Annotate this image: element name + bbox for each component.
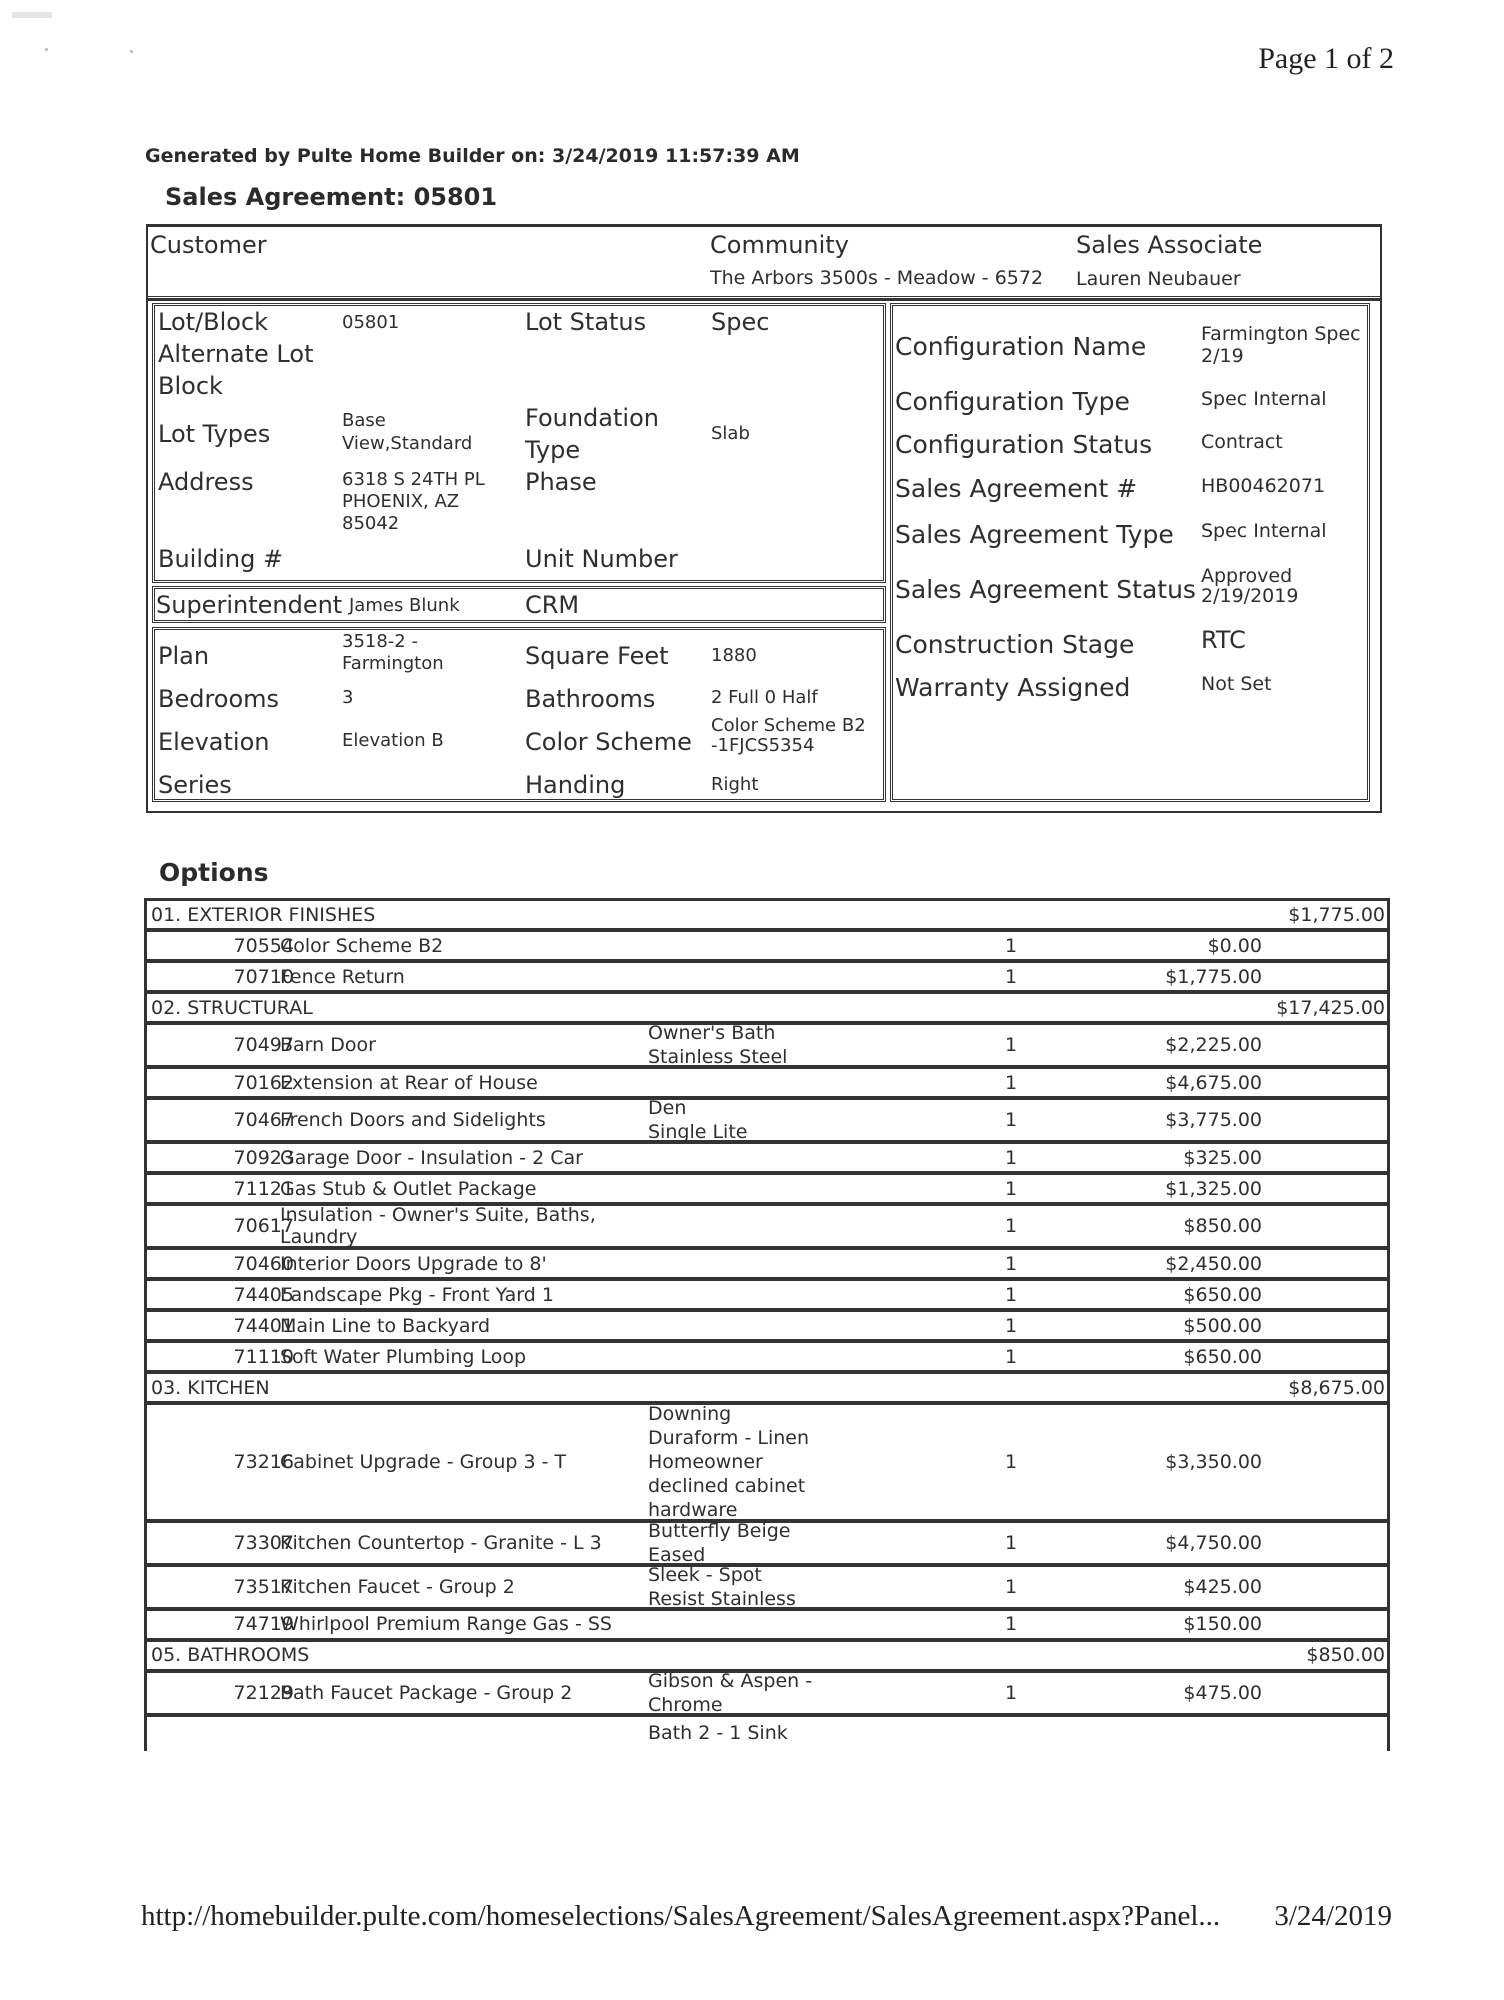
alternate-lot-block-label: Alternate Lot bbox=[158, 340, 314, 368]
option-price: $650.00 bbox=[1183, 1283, 1262, 1306]
address-line-1: 6318 S 24TH PL bbox=[342, 469, 485, 490]
square-feet-label: Square Feet bbox=[525, 642, 669, 670]
option-specification bbox=[648, 1519, 838, 1567]
option-description bbox=[280, 1451, 640, 1473]
option-price: $650.00 bbox=[1183, 1345, 1262, 1368]
option-code: 74405 bbox=[233, 1283, 294, 1306]
agreement-header-box bbox=[146, 224, 1382, 301]
foundation-type-label-cont: Type bbox=[525, 436, 581, 464]
option-specification bbox=[648, 1669, 838, 1717]
option-description-line: Garage Door - Insulation - 2 Car bbox=[280, 1146, 583, 1169]
alternate-lot-block-label-cont: Block bbox=[158, 372, 223, 400]
option-description bbox=[280, 1315, 640, 1337]
option-row bbox=[147, 1022, 1387, 1069]
category-total: $8,675.00 bbox=[1288, 1376, 1385, 1399]
unit-number-label: Unit Number bbox=[525, 545, 678, 573]
option-row bbox=[147, 963, 1387, 994]
option-description-line: Bath Faucet Package - Group 2 bbox=[280, 1681, 573, 1704]
option-quantity: 1 bbox=[1005, 1071, 1018, 1094]
option-description bbox=[280, 1613, 640, 1635]
option-code: 70554 bbox=[233, 934, 294, 957]
option-description-line: Whirlpool Premium Range Gas - SS bbox=[280, 1613, 612, 1635]
option-description-line: Fence Return bbox=[280, 965, 405, 988]
address-label: Address bbox=[158, 468, 254, 496]
option-quantity: 1 bbox=[1005, 1109, 1018, 1131]
option-specification-line: Den bbox=[648, 1097, 687, 1119]
color-scheme-label: Color Scheme bbox=[525, 728, 692, 756]
option-row bbox=[147, 1343, 1387, 1374]
color-scheme-value-cont: -1FJCS5354 bbox=[711, 735, 815, 756]
option-specification-line: Bath 2 - 1 Sink bbox=[648, 1721, 788, 1744]
option-quantity: 1 bbox=[1005, 1613, 1018, 1635]
option-row bbox=[147, 1206, 1387, 1250]
sales-agreement-number-value: HB00462071 bbox=[1201, 475, 1326, 497]
option-quantity: 1 bbox=[1005, 1283, 1018, 1306]
warranty-assigned-value: Not Set bbox=[1201, 673, 1272, 695]
option-price: $500.00 bbox=[1183, 1314, 1262, 1337]
crm-label: CRM bbox=[525, 591, 580, 619]
sales-agreement-type-value: Spec Internal bbox=[1201, 520, 1327, 542]
foundation-type-value: Slab bbox=[711, 423, 750, 444]
address-line-2: PHOENIX, AZ bbox=[342, 491, 460, 512]
elevation-value: Elevation B bbox=[342, 730, 444, 751]
construction-stage-value: RTC bbox=[1201, 626, 1246, 654]
option-specification-line: Resist Stainless bbox=[648, 1587, 796, 1610]
option-row bbox=[147, 1312, 1387, 1343]
option-quantity: 1 bbox=[1005, 934, 1018, 957]
option-quantity: 1 bbox=[1005, 1345, 1018, 1368]
agreement-details-box bbox=[146, 296, 1382, 813]
option-description bbox=[280, 1682, 640, 1704]
option-description-line: Insulation - Owner's Suite, Baths, bbox=[280, 1204, 596, 1226]
configuration-name-value-cont: 2/19 bbox=[1201, 345, 1244, 367]
sales-associate-label: Sales Associate bbox=[1076, 231, 1263, 259]
option-specification bbox=[648, 1096, 838, 1144]
lot-block-label: Lot/Block bbox=[158, 308, 269, 336]
option-price: $3,350.00 bbox=[1165, 1450, 1262, 1473]
scan-artifact bbox=[130, 50, 133, 53]
option-description bbox=[280, 1253, 640, 1275]
lot-types-value-cont: View,Standard bbox=[342, 433, 473, 454]
option-price: $4,675.00 bbox=[1165, 1071, 1262, 1094]
option-description-line: Kitchen Faucet - Group 2 bbox=[280, 1575, 515, 1598]
handing-value: Right bbox=[711, 774, 759, 795]
option-quantity: 1 bbox=[1005, 1034, 1018, 1056]
color-scheme-value: Color Scheme B2 bbox=[711, 715, 866, 736]
plan-label: Plan bbox=[158, 642, 210, 670]
option-row bbox=[147, 1281, 1387, 1312]
option-specification-line: Eased bbox=[648, 1543, 706, 1566]
option-price: $2,450.00 bbox=[1165, 1252, 1262, 1275]
option-row bbox=[147, 932, 1387, 963]
option-code: 70460 bbox=[233, 1252, 294, 1275]
option-description bbox=[280, 1147, 640, 1169]
bathrooms-label: Bathrooms bbox=[525, 685, 656, 713]
option-code: 70497 bbox=[233, 1034, 294, 1056]
phase-label: Phase bbox=[525, 468, 597, 496]
option-description bbox=[280, 1204, 640, 1248]
option-description bbox=[280, 1284, 640, 1306]
category-total: $1,775.00 bbox=[1288, 903, 1385, 926]
lot-types-value: Base bbox=[342, 410, 386, 431]
option-description bbox=[280, 1532, 640, 1554]
option-row bbox=[147, 1097, 1387, 1144]
community-value: The Arbors 3500s - Meadow - 6572 bbox=[710, 267, 1044, 289]
elevation-label: Elevation bbox=[158, 728, 270, 756]
page-title: Sales Agreement: 05801 bbox=[165, 183, 498, 211]
option-specification-line: Owner's Bath bbox=[648, 1022, 776, 1044]
lot-block-value: 05801 bbox=[342, 312, 400, 333]
lot-panel bbox=[152, 303, 886, 583]
option-specification-line: Chrome bbox=[648, 1693, 723, 1716]
option-code: 73216 bbox=[233, 1450, 294, 1473]
category-name: 05. BATHROOMS bbox=[151, 1644, 310, 1666]
option-price: $3,775.00 bbox=[1165, 1109, 1262, 1131]
option-code: 71121 bbox=[233, 1177, 294, 1200]
footer-date: 3/24/2019 bbox=[1274, 1900, 1392, 1932]
option-description-line: Kitchen Countertop - Granite - L 3 bbox=[280, 1531, 602, 1554]
option-description-line: Color Scheme B2 bbox=[280, 934, 444, 957]
footer-url: http://homebuilder.pulte.com/homeselections/SalesAgreement/SalesAgreement.aspx?Panel... bbox=[141, 1900, 1221, 1932]
address-line-3: 85042 bbox=[342, 513, 400, 534]
option-price: $150.00 bbox=[1183, 1613, 1262, 1635]
option-price: $325.00 bbox=[1183, 1146, 1262, 1169]
option-quantity: 1 bbox=[1005, 1146, 1018, 1169]
option-code: 70617 bbox=[233, 1215, 294, 1237]
option-price: $4,750.00 bbox=[1165, 1531, 1262, 1554]
option-description bbox=[280, 935, 640, 957]
option-description bbox=[280, 966, 640, 988]
option-quantity: 1 bbox=[1005, 1681, 1018, 1704]
option-code: 73517 bbox=[233, 1575, 294, 1598]
sales-agreement-status-date: 2/19/2019 bbox=[1201, 585, 1299, 607]
option-quantity: 1 bbox=[1005, 1314, 1018, 1337]
option-price: $0.00 bbox=[1207, 934, 1262, 957]
option-row bbox=[147, 1402, 1387, 1523]
option-description-line: Soft Water Plumbing Loop bbox=[280, 1345, 527, 1368]
option-specification-line: Downing bbox=[648, 1402, 732, 1425]
category-name: 03. KITCHEN bbox=[151, 1376, 270, 1399]
lot-status-label: Lot Status bbox=[525, 308, 647, 336]
option-code: 72129 bbox=[233, 1681, 294, 1704]
option-specification bbox=[648, 1021, 838, 1069]
option-code: 74719 bbox=[233, 1613, 294, 1635]
option-row bbox=[147, 1717, 1387, 1751]
options-table bbox=[144, 898, 1390, 1751]
option-quantity: 1 bbox=[1005, 1215, 1018, 1237]
category-total: $850.00 bbox=[1306, 1644, 1385, 1666]
option-code: 70467 bbox=[233, 1109, 294, 1131]
option-specification-line: declined cabinet bbox=[648, 1474, 806, 1497]
option-code: 73307 bbox=[233, 1531, 294, 1554]
plan-value-cont: Farmington bbox=[342, 653, 444, 674]
option-row bbox=[147, 1669, 1387, 1717]
option-quantity: 1 bbox=[1005, 1575, 1018, 1598]
generated-timestamp: Generated by Pulte Home Builder on: 3/24/2019 11:57:39 AM bbox=[145, 145, 800, 167]
bathrooms-value: 2 Full 0 Half bbox=[711, 687, 818, 708]
option-row bbox=[147, 1175, 1387, 1206]
sales-agreement-status-value: Approved bbox=[1201, 565, 1293, 587]
option-quantity: 1 bbox=[1005, 1252, 1018, 1275]
bedrooms-label: Bedrooms bbox=[158, 685, 280, 713]
building-number-label: Building # bbox=[158, 545, 284, 573]
superintendent-label: Superintendent bbox=[156, 591, 343, 619]
configuration-type-value: Spec Internal bbox=[1201, 388, 1327, 410]
option-description-line: Main Line to Backyard bbox=[280, 1314, 491, 1337]
options-heading: Options bbox=[159, 858, 269, 887]
option-row bbox=[147, 1144, 1387, 1175]
series-label: Series bbox=[158, 771, 232, 799]
option-description bbox=[280, 1178, 640, 1200]
configuration-panel bbox=[890, 303, 1370, 802]
page-indicator: Page 1 of 2 bbox=[1258, 42, 1394, 75]
option-price: $2,225.00 bbox=[1165, 1034, 1262, 1056]
option-description-line: Extension at Rear of House bbox=[280, 1071, 538, 1094]
option-specification-line: Sleek - Spot bbox=[648, 1563, 762, 1586]
option-quantity: 1 bbox=[1005, 1531, 1018, 1554]
option-description bbox=[280, 1346, 640, 1368]
construction-stage-label: Construction Stage bbox=[895, 630, 1135, 659]
option-price: $1,775.00 bbox=[1165, 965, 1262, 988]
category-name: 01. EXTERIOR FINISHES bbox=[151, 903, 376, 926]
sales-agreement-status-label: Sales Agreement Status bbox=[895, 575, 1196, 604]
bedrooms-value: 3 bbox=[342, 687, 354, 708]
category-name: 02. STRUCTURAL bbox=[151, 996, 313, 1019]
lot-types-label: Lot Types bbox=[158, 420, 271, 448]
option-row bbox=[147, 1611, 1387, 1642]
category-row bbox=[147, 1374, 1387, 1405]
staff-panel bbox=[152, 586, 886, 623]
lot-status-value: Spec bbox=[711, 308, 770, 336]
scan-artifact bbox=[12, 12, 52, 18]
configuration-name-value: Farmington Spec bbox=[1201, 323, 1361, 345]
option-description bbox=[280, 1576, 640, 1598]
handing-label: Handing bbox=[525, 771, 626, 799]
option-specification-line: Homeowner bbox=[648, 1450, 763, 1473]
option-description-line: Cabinet Upgrade - Group 3 - T bbox=[280, 1450, 567, 1473]
option-specification-line: Butterfly Beige bbox=[648, 1519, 791, 1542]
option-price: $425.00 bbox=[1183, 1575, 1262, 1598]
option-description-line: French Doors and Sidelights bbox=[280, 1109, 546, 1131]
option-description bbox=[280, 1072, 640, 1094]
scan-artifact bbox=[45, 48, 48, 51]
option-code: 70923 bbox=[233, 1146, 294, 1169]
plan-panel bbox=[152, 627, 886, 802]
option-specification-line: Stainless Steel bbox=[648, 1046, 788, 1068]
configuration-status-value: Contract bbox=[1201, 431, 1283, 453]
option-price: $850.00 bbox=[1183, 1215, 1262, 1237]
warranty-assigned-label: Warranty Assigned bbox=[895, 673, 1131, 702]
option-specification bbox=[648, 1563, 838, 1611]
community-label: Community bbox=[710, 231, 849, 259]
superintendent-value: James Blunk bbox=[349, 595, 460, 616]
option-row bbox=[147, 1519, 1387, 1567]
configuration-name-label: Configuration Name bbox=[895, 332, 1147, 361]
option-description-line: Laundry bbox=[280, 1226, 358, 1248]
option-code: 70162 bbox=[233, 1071, 294, 1094]
option-row bbox=[147, 1563, 1387, 1611]
option-description-line: Barn Door bbox=[280, 1034, 376, 1056]
category-row bbox=[147, 901, 1387, 932]
sales-agreement-number-label: Sales Agreement # bbox=[895, 474, 1138, 503]
option-quantity: 1 bbox=[1005, 1177, 1018, 1200]
customer-label: Customer bbox=[150, 231, 267, 259]
option-specification-line: hardware bbox=[648, 1498, 738, 1521]
configuration-type-label: Configuration Type bbox=[895, 387, 1130, 416]
option-price: $475.00 bbox=[1183, 1681, 1262, 1704]
option-code: 70710 bbox=[233, 965, 294, 988]
option-quantity: 1 bbox=[1005, 965, 1018, 988]
sales-agreement-type-label: Sales Agreement Type bbox=[895, 520, 1174, 549]
option-description-line: Interior Doors Upgrade to 8' bbox=[280, 1252, 547, 1275]
option-specification-line: Gibson & Aspen - bbox=[648, 1669, 813, 1692]
configuration-status-label: Configuration Status bbox=[895, 430, 1153, 459]
category-total: $17,425.00 bbox=[1276, 996, 1385, 1019]
option-description bbox=[280, 1034, 640, 1056]
option-specification bbox=[648, 1721, 838, 1745]
option-specification-line: Single Lite bbox=[648, 1121, 748, 1143]
option-description-line: Gas Stub & Outlet Package bbox=[280, 1177, 537, 1200]
option-description bbox=[280, 1109, 640, 1131]
foundation-type-label: Foundation bbox=[525, 404, 659, 432]
option-specification-line: Duraform - Linen bbox=[648, 1426, 809, 1449]
option-quantity: 1 bbox=[1005, 1450, 1018, 1473]
option-row bbox=[147, 1250, 1387, 1281]
option-description-line: Landscape Pkg - Front Yard 1 bbox=[280, 1283, 554, 1306]
option-price: $1,325.00 bbox=[1165, 1177, 1262, 1200]
option-specification bbox=[648, 1402, 838, 1522]
option-code: 71110 bbox=[233, 1345, 294, 1368]
plan-value: 3518-2 - bbox=[342, 631, 418, 652]
sales-associate-value: Lauren Neubauer bbox=[1076, 268, 1241, 290]
square-feet-value: 1880 bbox=[711, 645, 757, 666]
option-code: 74401 bbox=[233, 1314, 294, 1337]
